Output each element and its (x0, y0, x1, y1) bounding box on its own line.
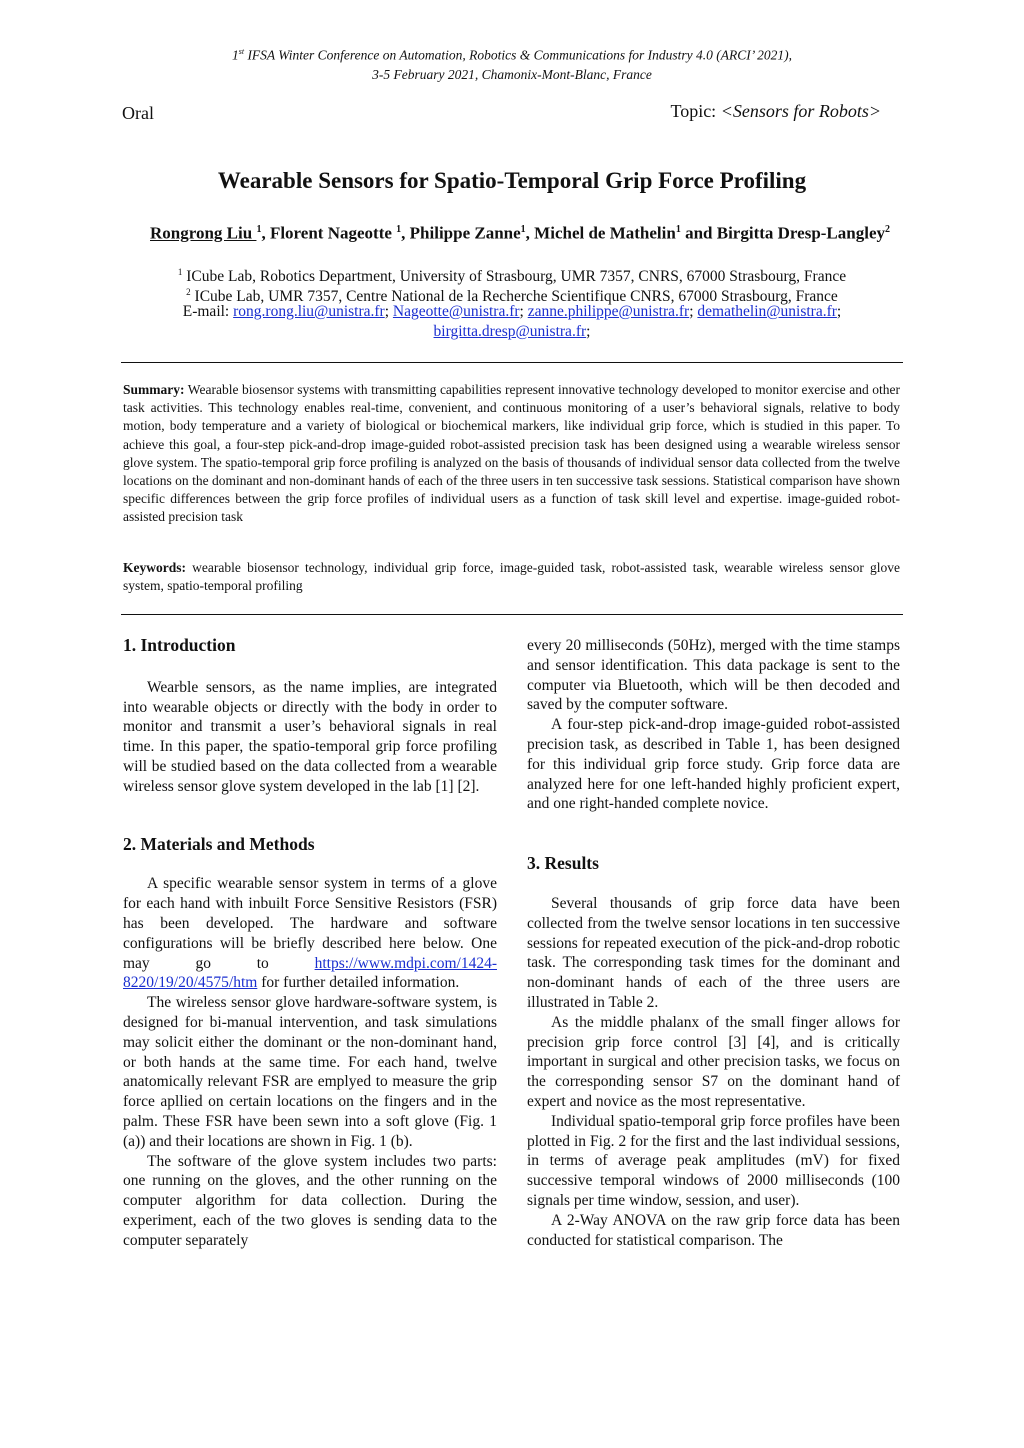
paragraph: A four-step pick-and-drop image-guided robot-assisted precision task, as described in Table 1, has been designed for this individual grip force study. Grip force data are analyzed here for one left-handed highly proficient expert, and one right-handed complete novice. (527, 716, 900, 813)
section-heading-introduction: 1. Introduction (123, 635, 236, 655)
email-line: E-mail: rong.rong.liu@unistra.fr; Nageotte@unistra.fr; zanne.philippe@unistra.fr; demathelin@unistra.fr; birgitta.dresp@unistra.fr; (182, 303, 842, 340)
affiliation-2: $^2$ ICube Lab, UMR 7357, Centre National de la Recherche Scientifique CNRS, 67000 Strasbourg, France (186, 287, 838, 306)
divider (121, 614, 903, 615)
paragraph: A 2-Way ANOVA on the raw grip force data has been conducted for statistical comparison. The (527, 1211, 900, 1249)
author-name: Rongrong Liu (150, 223, 257, 243)
keywords (123, 559, 900, 595)
topic-value: <Sensors for Robots> (720, 101, 881, 121)
keywords-label: Keywords: (123, 560, 186, 575)
paragraph: Wearble sensors, as the name implies, are integrated into wearable objects or directly with the body in order to monitor and transmit a user’s behavioral signals in real time. In this paper, the spatio-temporal grip force profiling will be studied based on the data collected from a wearable wireless sensor glove system developed in the lab [1] [2]. (123, 678, 497, 795)
author-name: , Michel de Mathelin (525, 223, 676, 243)
paragraph: every 20 milliseconds (50Hz), merged with the time stamps and sensor identification. This data package is sent to the computer via Bluetooth, which will be then decoded and saved by the computer software. (527, 637, 900, 714)
email-link[interactable]: demathelin@unistra.fr (697, 303, 837, 320)
summary (123, 381, 900, 527)
conference-line-1: 1st IFSA Winter Conference on Automation, Robotics & Communications for Industry 4.0 (ARCI’ 2021), (231, 47, 793, 63)
author-name: , Florent Nageotte (261, 223, 397, 243)
author-name: , Philippe Zanne (401, 223, 521, 243)
paragraph: The software of the glove system includes two parts: one running on the gloves, and the other running on the computer algorithm for data collection. During the experiment, each of the two gloves is sending data to the computer separately (123, 1152, 497, 1249)
summary-label: Summary: (123, 382, 185, 397)
paragraph: As the middle phalanx of the small finger allows for precision grip force control [3] [4], and is critically important in surgical and other precision tasks, we focus on the corresponding sensor S7 on the dominant hand of expert and novice as the most representative. (527, 1013, 900, 1110)
author-list: Rongrong Liu $^1$, Florent Nageotte $^1$, Philippe Zanne$^1$, Michel de Mathelin$^1$ and Birgitta Dresp-Langley$^2$ (150, 223, 890, 243)
right-column (527, 636, 900, 1250)
paragraph: The wireless sensor glove hardware-software system, is designed for bi-manual intervention, and task simulations may solicit either the dominant or the non-dominant hand, or both hands at the same time. For each hand, twelve anatomically relevant FSR are emplyed to measure the grip force apllied on certain locations on the fingers and in the palm. These FSR have been sewn into a soft glove (Fig. 1 (a)) and their locations are shown in Fig. 1 (b). (123, 994, 497, 1150)
keywords-text: wearable biosensor technology, individual grip force, image-guided task, robot-assisted task, wearable wireless sensor glove system, spatio-temporal profiling (123, 560, 900, 594)
conference-line-2: 3-5 February 2021, Chamonix-Mont-Blanc, France (372, 66, 652, 82)
paragraph: Several thousands of grip force data have been collected from the twelve sensor locations in ten successive sessions for repeated execution of the pick-and-drop robotic task. The corresponding task times for the dominant and non-dominant hands of each of the three users are illustrated in Table 2. (527, 894, 900, 1011)
email-link[interactable]: rong.rong.liu@unistra.fr (233, 303, 385, 320)
paragraph: A specific wearable sensor system in terms of a glove for each hand with inbuilt Force Sensitive Resistors (FSR) has been developed. The hardware and software configurations will be briefly described here below. One may go to https://www.mdpi.com/1424-8220/19/20/4575/htm for further detailed information. (123, 875, 497, 992)
topic (670, 101, 881, 122)
email-link[interactable]: birgitta.dresp@unistra.fr (433, 323, 587, 340)
divider (121, 362, 903, 363)
presentation-type: Oral (122, 103, 154, 123)
email-label: E-mail: (182, 303, 234, 320)
left-column (123, 636, 497, 1251)
paragraph: Individual spatio-temporal grip force profiles have been plotted in Fig. 2 for the first and the last individual sessions, in terms of average peak amplitudes (mV) for fixed successive temporal windows of 2000 milliseconds (100 signals per time window, session, and user). (527, 1112, 900, 1209)
author-name: and Birgitta Dresp-Langley (680, 223, 885, 243)
conference-header (0, 42, 1024, 84)
email-link[interactable]: zanne.philippe@unistra.fr (527, 303, 690, 320)
email-link[interactable]: Nageotte@unistra.fr (392, 303, 520, 320)
summary-text: Wearable biosensor systems with transmitting capabilities represent innovative technology developed to monitor exercise and other task activities. This technology enables real-time, convenient, and continuous monitoring of a user’s behavioral signals, relative to body motion, body temperature and a variety of biological or biochemical markers, like individual grip force, which is studied in this paper. To achieve this goal, a four-step pick-and-drop image-guided robot-assisted precision task has been designed using a wearable wireless sensor glove system. The spatio-temporal grip force profiling is analyzed on the basis of thousands of individual sensor data collected from the twelve locations on the dominant and non-dominant hands of each of the three users in ten successive task sessions. Statistical comparison have shown specific differences between the grip force profiles of individual users as a function of task skill level and expertise. image-guided robot-assisted precision task (123, 382, 900, 525)
reference-link[interactable]: https://www.mdpi.com/1424-8220/19/20/4575/htm (123, 954, 497, 992)
section-heading-methods: 2. Materials and Methods (123, 833, 315, 854)
paper-title: Wearable Sensors for Spatio-Temporal Grip Force Profiling (217, 168, 807, 193)
topic-label: Topic: (670, 101, 721, 121)
affiliation-1: $^1$ ICube Lab, Robotics Department, University of Strasbourg, UMR 7357, CNRS, 67000 Strasbourg, France (177, 267, 847, 286)
section-heading-results: 3. Results (527, 853, 599, 874)
